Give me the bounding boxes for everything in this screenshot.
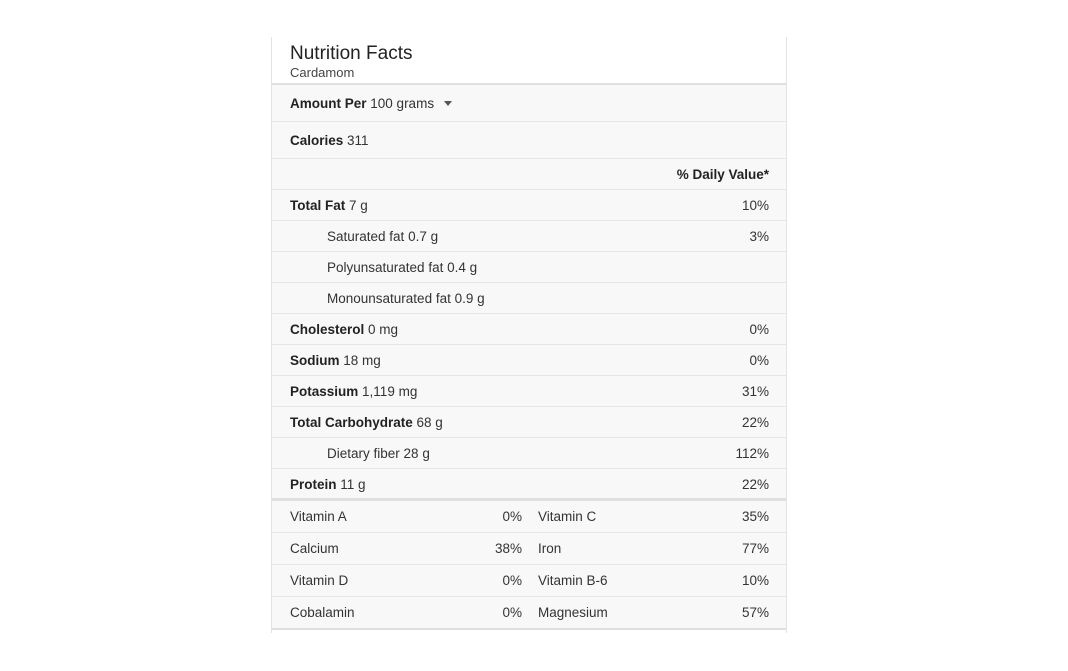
nutrient-amount: 1,119 mg [362, 384, 418, 399]
nutrient-label: Protein [290, 477, 337, 492]
vitamin-percent: 0% [502, 509, 522, 524]
nutrient-dv: 3% [749, 229, 769, 244]
nutrient-amount: 0 mg [368, 322, 399, 337]
nutrient-label: Polyunsaturated fat [327, 260, 444, 275]
serving-size-value: 100 grams [370, 96, 435, 111]
vitamin-name: Calcium [290, 541, 339, 556]
vitamin-name: Magnesium [538, 605, 608, 620]
nutrient-amount: 28 g [403, 446, 430, 461]
nutrient-dv: 22% [741, 415, 769, 430]
nutrient-label: Dietary fiber [327, 446, 400, 461]
nutrient-label: Saturated fat [327, 229, 405, 244]
vitamin-name: Cobalamin [290, 605, 355, 620]
nutrient-row [272, 469, 786, 500]
nutrient-dv: 0% [749, 322, 769, 337]
nutrient-label: Monounsaturated fat [327, 291, 451, 306]
nutrition-header [272, 37, 786, 85]
serving-size-dropdown[interactable] [370, 96, 452, 111]
nutrient-row [272, 438, 786, 469]
nutrient-row [272, 376, 786, 407]
amount-per-row [272, 85, 786, 122]
nutrient-row [272, 252, 786, 283]
vitamins-section [272, 500, 786, 630]
nutrient-amount: 0.7 g [408, 229, 439, 244]
nutrient-amount: 0.9 g [454, 291, 485, 306]
nutrient-label: Cholesterol [290, 322, 365, 337]
amount-per-label: Amount Per [290, 96, 367, 111]
vitamin-row [272, 501, 786, 533]
nutrient-amount: 0.4 g [447, 260, 478, 275]
nutrient-label: Total Fat [290, 198, 346, 213]
vitamin-percent: 0% [502, 573, 522, 588]
nutrient-dv: 31% [741, 384, 769, 399]
vitamin-name: Iron [538, 541, 562, 556]
nutrient-dv: 10% [741, 198, 769, 213]
vitamin-percent: 77% [741, 541, 769, 556]
calories-value: 311 [347, 133, 369, 148]
nutrient-dv: 0% [749, 353, 769, 368]
nutrient-row [272, 407, 786, 438]
nutrient-label: Sodium [290, 353, 340, 368]
vitamin-percent: 38% [494, 541, 522, 556]
vitamin-percent: 57% [741, 605, 769, 620]
daily-value-header: % Daily Value* [676, 167, 769, 182]
vitamin-row [272, 597, 786, 630]
vitamin-name: Vitamin D [290, 573, 349, 588]
calories-row [272, 122, 786, 159]
daily-value-header-row [272, 159, 786, 190]
nutrient-row [272, 345, 786, 376]
nutrient-row [272, 283, 786, 314]
nutrient-label: Potassium [290, 384, 359, 399]
calories-label: Calories [290, 133, 344, 148]
vitamin-row [272, 533, 786, 565]
food-name: Cardamom [290, 65, 355, 80]
nutrient-amount: 18 mg [343, 353, 381, 368]
vitamin-name: Vitamin C [538, 509, 597, 524]
nutrient-dv: 112% [735, 446, 769, 461]
nutrient-row [272, 190, 786, 221]
vitamin-percent: 35% [741, 509, 769, 524]
nutrient-row [272, 221, 786, 252]
vitamin-row [272, 565, 786, 597]
vitamin-name: Vitamin B-6 [538, 573, 608, 588]
nutrient-label: Total Carbohydrate [290, 415, 413, 430]
nutrient-dv: 22% [741, 477, 769, 492]
nutrient-amount: 7 g [349, 198, 368, 213]
nutrient-amount: 11 g [340, 477, 366, 492]
vitamin-percent: 0% [502, 605, 522, 620]
vitamin-percent: 10% [741, 573, 769, 588]
panel-title: Nutrition Facts [290, 43, 413, 64]
chevron-down-icon[interactable] [444, 101, 452, 106]
nutrition-facts-panel [271, 37, 787, 633]
nutrient-row [272, 314, 786, 345]
vitamin-name: Vitamin A [290, 509, 347, 524]
nutrient-amount: 68 g [416, 415, 443, 430]
